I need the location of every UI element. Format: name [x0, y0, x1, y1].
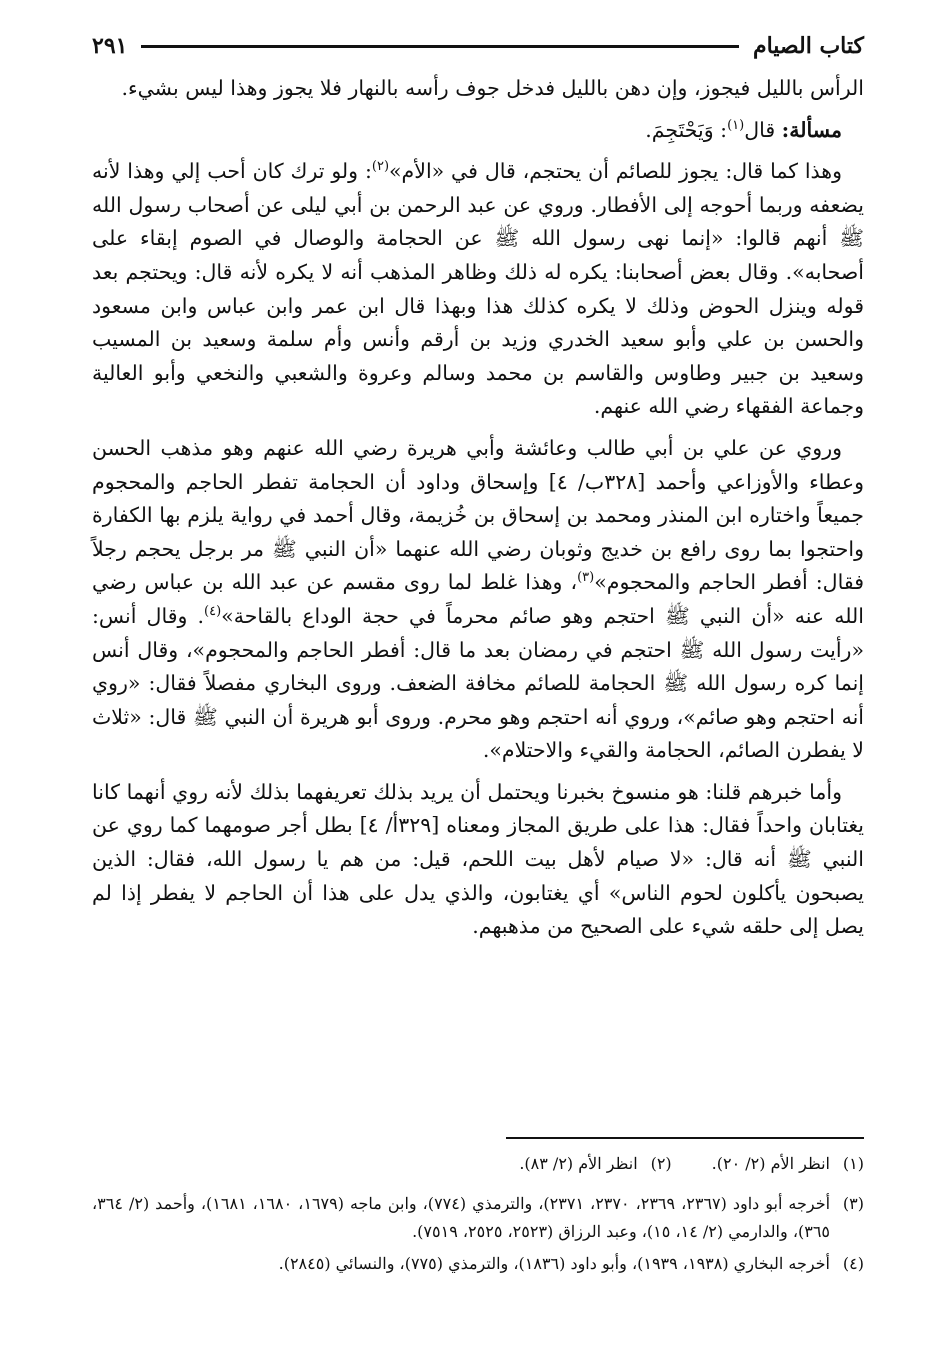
- paragraph-issue: [92, 114, 864, 148]
- footnote-1: [712, 1150, 864, 1178]
- footnote-3: [92, 1190, 864, 1246]
- footnote-4: [92, 1250, 864, 1278]
- paragraph-4: [92, 432, 864, 768]
- issue-text-a: قال: [744, 117, 782, 142]
- p4-text-b: ، وهذا غلط لما روى مقسم عن عبد الله بن عباس رضي الله عنه «أن النبي ﷺ احتجم وهو صائم محرماً في حجة الوداع بالقاحة»: [92, 570, 864, 628]
- page-header: [92, 26, 864, 66]
- header-rule: [141, 45, 739, 48]
- footnote-ref-1: (١): [727, 117, 745, 133]
- paragraph-5: وأما خبرهم قلنا: هو منسوخ بخبرنا ويحتمل أن يريد بذلك تعريفهما بذلك لأنه روي أنهما كانا يغتابان واحداً فقال: هذا على طريق المجاز ومعناه [٣٢٩أ/ ٤] بطل أجر صومهما كما روي عن النبي ﷺ أنه قال: «لا صيام لأهل بيت اللحم، قيل: من هم يا رسول الله، فقال: الذين يصبحون يأكلون لحوم الناس» أي يغتابون، والذي يدل على هذا أن الحاجم لا يفطر إذا لم يصل إلى حلقه شيء على الصحيح من مذهبهم.: [92, 779, 864, 939]
- footnote-text: انظر الأم (٢/ ٨٣).: [519, 1154, 638, 1173]
- footnote-2: [519, 1150, 671, 1178]
- issue-text-b: : وَيَحْتَجِمَ.: [645, 117, 728, 142]
- paragraph-3: [92, 155, 864, 424]
- footnote-number: (٢): [650, 1154, 672, 1173]
- footnote-row-1-2: [92, 1150, 864, 1182]
- issue-label: مسألة:: [781, 117, 842, 142]
- chapter-title: كتاب الصيام: [752, 33, 864, 59]
- main-text: [92, 72, 864, 944]
- footnote-ref-4: (٤): [204, 604, 222, 620]
- p3-text-b: : ولو ترك كان أحب إلي وهذا لأنه يضعفه وربما أحوجه إلى الأفطار. وروي عن عبد الرحمن بن أبي ليلى عن أصحاب رسول الله ﷺ أنهم قالوا: «إنما نهى رسول الله ﷺ عن الحجامة والوصال في الصوم إبقاء على أصحابه». وقال بعض أصحابنا: يكره له ذلك وظاهر المذهب أنه لا يكره لأنه قال: ويحتجم بعد قوله وينزل الحوض وذلك لا يكره كذلك هذا وبهذا قال ابن عمر وابن عباس وابن مسعود والحسن بن علي وأبو سعيد الخدري وزيد بن أرقم وأنس وأم سلمة وسعيد بن المسيب وسعيد بن جبير وطاوس والقاسم بن محمد وسالم وعروة والشعبي والنخعي وأبو العالية وجماعة الفقهاء رضي الله عنهم.: [92, 159, 864, 419]
- footnote-ref-2: (٢): [371, 159, 390, 175]
- page-number: ٢٩١: [92, 33, 128, 59]
- p4-text-a: وروي عن علي بن أبي طالب وعائشة وأبي هريرة رضي الله عنهم وهو مذهب الحسن وعطاء والأوزاعي وأحمد [٣٢٨ب/ ٤] وإسحاق وداود أن الحجامة تفطر الحاجم والمحجوم جميعاً واختاره ابن المنذر ومحمد بن إسحاق بن خُزيمة، وقال أحمد في رواية يلزم بها الكفارة واحتجوا بما روى رافع بن خديج وثوبان رضي الله عنهما «أن النبي ﷺ مر برجل يحجم رجلاً فقال: أفطر الحاجم والمحجوم»: [92, 435, 864, 595]
- footnote-number: (٣): [842, 1194, 864, 1213]
- footnote-ref-3: (٣): [577, 570, 595, 586]
- footnote-text: أخرجه البخاري (١٩٣٨، ١٩٣٩)، وأبو داود (١٨٣٦)، والترمذي (٧٧٥)، والنسائي (٢٨٤٥).: [278, 1254, 830, 1273]
- p3-text-a: وهذا كما قال: يجوز للصائم أن يحتجم، قال في «الأم»: [389, 159, 843, 184]
- footnote-number: (٤): [842, 1254, 864, 1273]
- footnote-number: (١): [842, 1154, 864, 1173]
- paragraph-1: الرأس بالليل فيجوز، وإن دهن بالليل فدخل جوف رأسه بالنهار فلا يجوز وهذا ليس بشيء.: [121, 76, 864, 100]
- footnote-separator: [506, 1137, 864, 1139]
- footnotes: [92, 1150, 864, 1282]
- p4-text-c: . وقال أنس: «رأيت رسول الله ﷺ احتجم في رمضان بعد ما قال: أفطر الحاجم والمحجوم»، وقال أنس إنما كره رسول الله ﷺ الحجامة للصائم مخافة الضعف. وروى البخاري مفصلاً فقال: «روي أنه احتجم وهو صائم»، وروي أنه احتجم وهو محرم. وروى أبو هريرة أن النبي ﷺ قال: «ثلاث لا يفطرن الصائم، الحجامة والقيء والاحتلام».: [92, 603, 864, 763]
- footnote-text: أخرجه أبو داود (٢٣٦٧، ٢٣٦٩، ٢٣٧٠، ٢٣٧١)، والترمذي (٧٧٤)، وابن ماجه (١٦٧٩، ١٦٨٠، ١٦٨١)، وأحمد (٢/ ٣٦٤، ٣٦٥)، والدارمي (٢/ ١٤، ١٥)، وعبد الرزاق (٢٥٢٣، ٢٥٢٥، ٧٥١٩).: [92, 1194, 831, 1241]
- footnote-text: انظر الأم (٢/ ٢٠).: [711, 1154, 830, 1173]
